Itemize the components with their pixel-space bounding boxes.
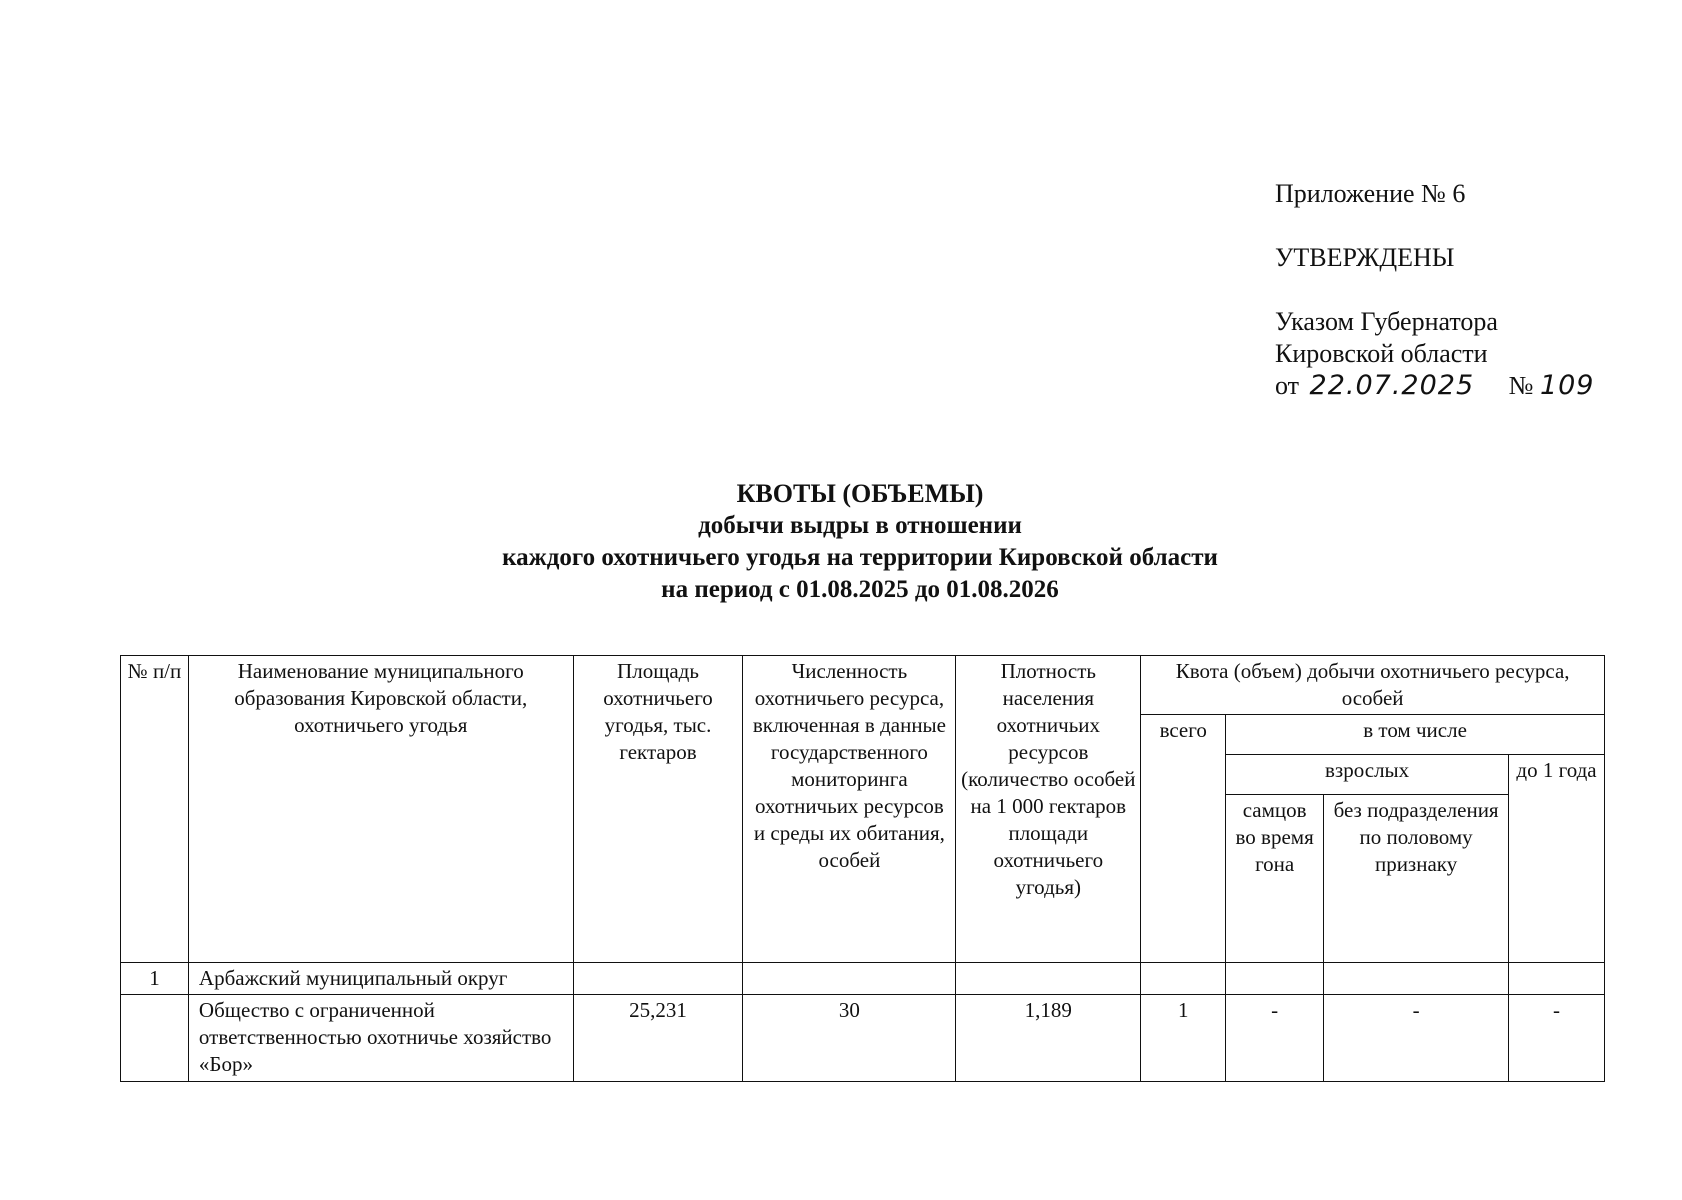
- table-row: [121, 995, 1605, 1082]
- decree-date-line: [1275, 370, 1635, 402]
- cell-area: 25,231: [573, 995, 743, 1082]
- cell-name: Общество с ограниченной ответственностью охотничье хозяйство «Бор»: [188, 995, 573, 1082]
- cell-density: 1,189: [956, 995, 1141, 1082]
- title-line-4: на период с 01.08.2025 до 01.08.2026: [661, 576, 1059, 603]
- document-title: [420, 478, 1300, 606]
- header-adults: взрослых: [1226, 755, 1509, 795]
- approval-block: [1275, 178, 1635, 402]
- header-males: самцов во время гона: [1226, 795, 1324, 963]
- header-total: всего: [1141, 715, 1226, 963]
- approved-label: УТВЕРЖДЕНЫ: [1275, 243, 1455, 272]
- cell-total: [1141, 963, 1226, 995]
- date-prefix: от: [1275, 371, 1300, 400]
- handwritten-date: 22.07.2025: [1309, 370, 1475, 401]
- handwritten-number: 109: [1539, 370, 1595, 401]
- header-no-sex: без подразделения по половому признаку: [1324, 795, 1509, 963]
- header-row-1: [121, 656, 1605, 715]
- table-row: [121, 963, 1605, 995]
- header-count: Численность охотничьего ресурса, включенная в данные государственного мониторинга охотничьих ресурсов и среды их обитания, особей: [743, 656, 956, 963]
- title-line-2: добычи выдры в отношении: [698, 512, 1022, 539]
- cell-count: [743, 963, 956, 995]
- cell-males: [1226, 963, 1324, 995]
- cell-no-sex: -: [1324, 995, 1509, 1082]
- header-under-one: до 1 года: [1509, 755, 1605, 963]
- cell-density: [956, 963, 1141, 995]
- cell-no-sex: [1324, 963, 1509, 995]
- header-density: Плотность населения охотничьих ресурсов (количество особей на 1 000 гектаров площади охотничьего угодья): [956, 656, 1141, 963]
- cell-name: Арбажский муниципальный округ: [188, 963, 573, 995]
- header-including: в том числе: [1226, 715, 1605, 755]
- cell-under-one: -: [1509, 995, 1605, 1082]
- header-num: № п/п: [121, 656, 189, 963]
- decree-line-1: Указом Губернатора: [1275, 307, 1498, 336]
- cell-males: -: [1226, 995, 1324, 1082]
- title-line-1: КВОТЫ (ОБЪЕМЫ): [736, 479, 984, 508]
- header-name: Наименование муниципального образования Кировской области, охотничьего угодья: [188, 656, 573, 963]
- cell-num: [121, 995, 189, 1082]
- cell-under-one: [1509, 963, 1605, 995]
- header-area: Площадь охотничьего угодья, тыс. гектаров: [573, 656, 743, 963]
- cell-count: 30: [743, 995, 956, 1082]
- cell-total: 1: [1141, 995, 1226, 1082]
- title-line-3: каждого охотничьего угодья на территории Кировской области: [502, 544, 1218, 571]
- header-quota: Квота (объем) добычи охотничьего ресурса, особей: [1141, 656, 1605, 715]
- cell-area: [573, 963, 743, 995]
- quota-table: [120, 655, 1605, 1082]
- cell-num: 1: [121, 963, 189, 995]
- appendix-label: Приложение № 6: [1275, 179, 1466, 208]
- decree-line-2: Кировской области: [1275, 339, 1488, 368]
- number-prefix: №: [1508, 371, 1534, 400]
